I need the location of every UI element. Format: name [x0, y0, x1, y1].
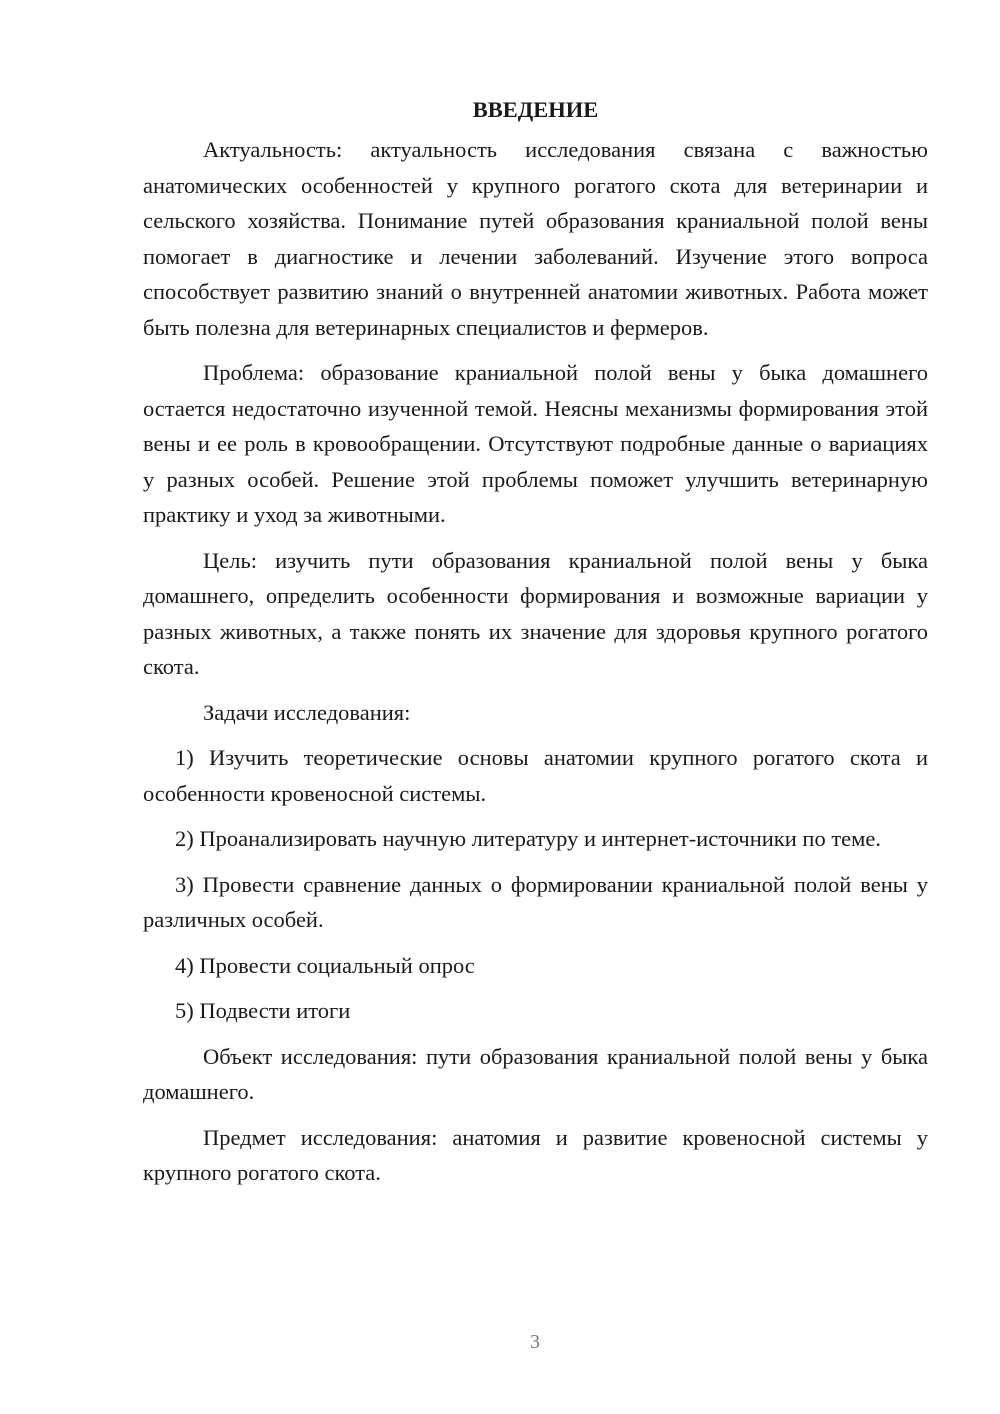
goal-paragraph: Цель: изучить пути образования краниальной полой вены у быка домашнего, определить особенности формирования и возможные вариации у разных животных, а также понять их значение для здоровья крупного рогатого скота.	[143, 547, 928, 679]
section-title: ВВЕДЕНИЕ	[472, 97, 599, 122]
problem-paragraph: Проблема: образование краниальной полой вены у быка домашнего остается недостаточно изученной темой. Неясны механизмы формирования этой вены и ее роль в кровообращении. Отсутствуют подробные данные о вариациях у разных особей. Решение этой проблемы поможет улучшить ветеринарную практику и уход за животными.	[143, 360, 928, 527]
relevance-paragraph: Актуальность: актуальность исследования связана с важностью анатомических особенностей у крупного рогатого скота для ветеринарии и сельского хозяйства. Понимание путей образования краниальной полой вены помогает в диагностике и лечении заболеваний. Изучение этого вопроса способствует развитию знаний о внутренней анатомии животных. Работа может быть полезна для ветеринарных специалистов и фермеров.	[143, 137, 928, 340]
task-item-5: 5) Подвести итоги	[175, 998, 351, 1023]
document-page	[143, 92, 928, 1201]
task-item-2: 2) Проанализировать научную литературу и интернет-источники по теме.	[175, 826, 881, 851]
task-item-4: 4) Провести социальный опрос	[175, 952, 475, 978]
page-number: 3	[530, 1331, 540, 1353]
subject-paragraph: Предмет исследования: анатомия и развитие кровеносной системы у крупного рогатого скота.	[143, 1124, 928, 1185]
task-item-3: 3) Провести сравнение данных о формировании краниальной полой вены у различных особей.	[143, 871, 928, 932]
object-paragraph: Объект исследования: пути образования краниальной полой вены у быка домашнего.	[143, 1043, 928, 1104]
tasks-heading: Задачи исследования:	[203, 699, 411, 725]
task-item-1: 1) Изучить теоретические основы анатомии крупного рогатого скота и особенности кровеносной системы.	[143, 745, 928, 806]
